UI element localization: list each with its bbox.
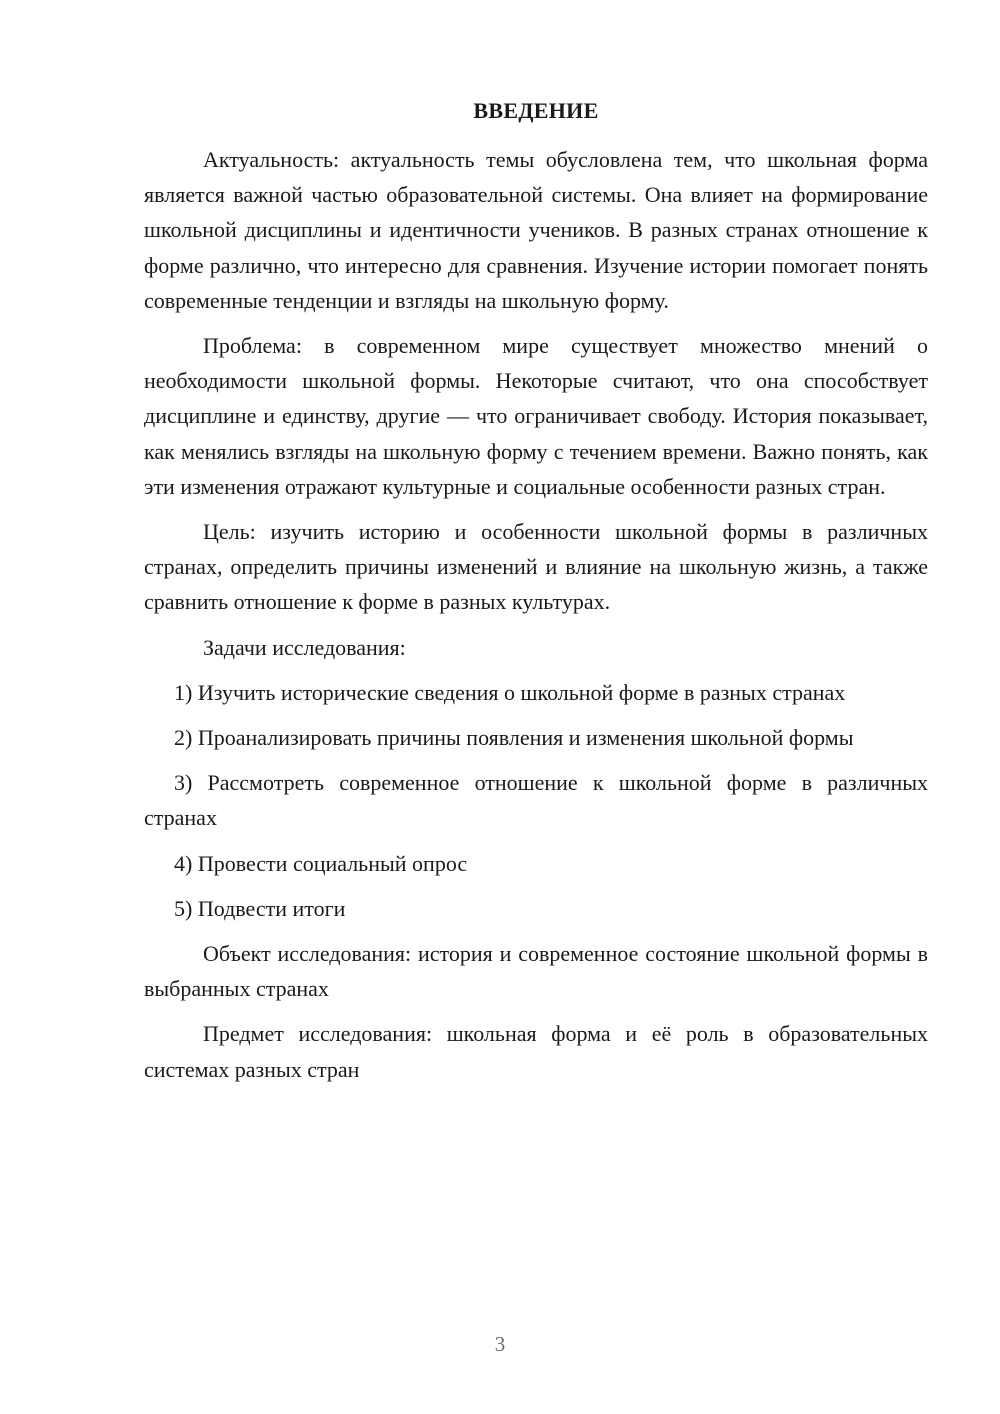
paragraph-object: Объект исследования: история и современное состояние школьной формы в выбранных странах bbox=[144, 941, 928, 1002]
paragraph-problem: Проблема: в современном мире существует множество мнений о необходимости школьной формы. Некоторые считают, что она способствует дисциплине и единству, другие — что ограничивает свободу. История показывает, как менялись взгляды на школьную форму с течением времени. Важно понять, как эти изменения отражают культурные и социальные особенности разных стран. bbox=[144, 333, 928, 499]
paragraph-subject: Предмет исследования: школьная форма и её роль в образовательных системах разных стран bbox=[144, 1021, 928, 1082]
page-number: 3 bbox=[494, 1332, 506, 1356]
task-item-3: 3) Рассмотреть современное отношение к школьной форме в различных странах bbox=[144, 770, 928, 831]
task-item-1: 1) Изучить исторические сведения о школьной форме в разных странах bbox=[174, 679, 846, 705]
page-title: ВВЕДЕНИЕ bbox=[473, 98, 599, 123]
task-item-5: 5) Подвести итоги bbox=[174, 895, 346, 921]
document-body bbox=[144, 142, 928, 1097]
paragraph-goal: Цель: изучить историю и особенности школьной формы в различных странах, определить причины изменений и влияние на школьную жизнь, а также сравнить отношение к форме в разных культурах. bbox=[144, 519, 928, 615]
task-item-2: 2) Проанализировать причины появления и изменения школьной формы bbox=[174, 725, 854, 751]
task-item-4: 4) Провести социальный опрос bbox=[174, 850, 468, 876]
tasks-heading: Задачи исследования: bbox=[203, 634, 406, 660]
paragraph-relevance: Актуальность: актуальность темы обусловлена тем, что школьная форма является важной частью образовательной системы. Она влияет на формирование школьной дисциплины и идентичности учеников. В разных странах отношение к форме различно, что интересно для сравнения. Изучение истории помогает понять современные тенденции и взгляды на школьную форму. bbox=[144, 147, 928, 313]
